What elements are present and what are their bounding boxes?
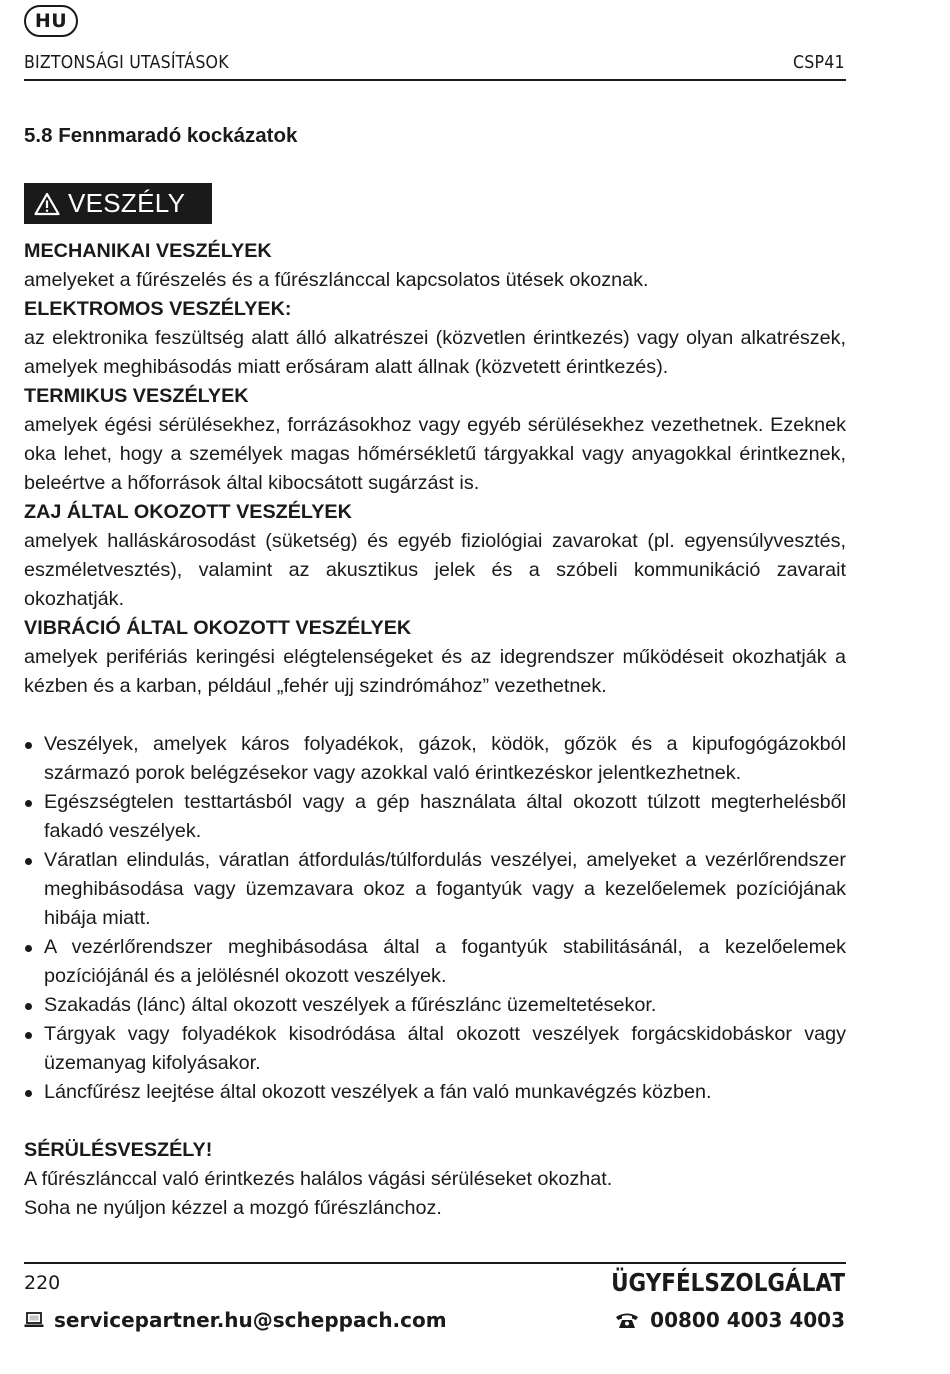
- email-address[interactable]: servicepartner.hu@scheppach.com: [54, 1308, 447, 1332]
- hazard-text-vibration: amelyek perifériás keringési elégtelenségeket és az idegrendszer működéseit okozhatják a kézben és a karban, például „fehér ujj szindrómához” vezethetnek.: [24, 646, 846, 697]
- hazard-heading-noise: ZAJ ÁLTAL OKOZOTT VESZÉLYEK: [24, 501, 352, 523]
- hazard-heading-vibration: VIBRÁCIÓ ÁLTAL OKOZOTT VESZÉLYEK: [24, 617, 412, 639]
- list-item: A vezérlőrendszer meghibásodása által a fogantyúk stabilitásánál, a kezelőelemek pozíciójánál és a jelölésnél okozott veszélyek.: [24, 933, 846, 991]
- hazard-heading-thermal: TERMIKUS VESZÉLYEK: [24, 385, 249, 407]
- list-item: Egészségtelen testtartásból vagy a gép használata által okozott túlzott megterhelésből fakadó veszélyek.: [24, 788, 846, 846]
- document-body: [24, 237, 846, 1223]
- footer-email[interactable]: [24, 1308, 447, 1332]
- phone-number[interactable]: 00800 4003 4003: [650, 1308, 845, 1332]
- list-item: Veszélyek, amelyek káros folyadékok, gázok, ködök, gőzök és a kipufogógázokból származó porok belégzésekor vagy azokkal való érintkezéskor jelentkezhetnek.: [24, 730, 846, 788]
- page-number: 220: [24, 1272, 61, 1294]
- header-section-title: BIZTONSÁGI UTASÍTÁSOK: [24, 52, 229, 73]
- hazard-text-thermal: amelyek égési sérülésekhez, forrázásokhoz vagy egyéb sérülésekhez vezethetnek. Ezeknek oka lehet, hogy a személyek magas hőmérsékletű tárgyakkal vagy anyagokkal érintkeznek, beleértve a hőforrások által kibocsátott sugárzást is.: [24, 414, 846, 494]
- hazard-heading-mechanical: MECHANIKAI VESZÉLYEK: [24, 240, 272, 262]
- danger-label: [24, 183, 212, 224]
- header-model: CSP41: [793, 52, 845, 73]
- hazard-text-noise: amelyek halláskárosodást (süketség) és egyéb fiziológiai zavarokat (pl. egyensúlyvesztés, eszméletvesztés), valamint az akusztikus jelek és a szóbeli kommunikáció zavarait okozhatják.: [24, 530, 846, 610]
- laptop-icon: [24, 1312, 44, 1328]
- list-item: Láncfűrész leejtése által okozott veszélyek a fán való munkavégzés közben.: [24, 1078, 846, 1107]
- hazard-text-electrical: az elektronika feszültség alatt álló alkatrészei (közvetlen érintkezés) vagy olyan alkatrészek, amelyek meghibásodás miatt erősáram alatt állnak (közvetett érintkezés).: [24, 327, 846, 378]
- hazard-text-mechanical: amelyeket a fűrészelés és a fűrészlánccal kapcsolatos ütések okoznak.: [24, 269, 649, 291]
- danger-label-text: VESZÉLY: [68, 188, 186, 218]
- hazard-bullet-list: [24, 730, 846, 1107]
- warning-triangle-icon: [34, 192, 60, 216]
- list-item: Váratlan elindulás, váratlan átfordulás/túlfordulás veszélyei, amelyeket a vezérlőrendszer meghibásodása vagy üzemzavara okoz a fogantyúk vagy a kezelőelemek pozíciójának hibája miatt.: [24, 846, 846, 933]
- injury-heading: SÉRÜLÉSVESZÉLY!: [24, 1139, 213, 1161]
- customer-service-title: ÜGYFÉLSZOLGÁLAT: [611, 1268, 845, 1297]
- language-badge: HU: [24, 5, 78, 37]
- hazard-heading-electrical: ELEKTROMOS VESZÉLYEK:: [24, 298, 292, 320]
- footer-phone[interactable]: [614, 1308, 845, 1332]
- list-item: Tárgyak vagy folyadékok kisodródása által okozott veszélyek forgácskidobáskor vagy üzemanyag kifolyásakor.: [24, 1020, 846, 1078]
- telephone-icon: [614, 1311, 640, 1329]
- section-title: 5.8 Fennmaradó kockázatok: [24, 124, 298, 147]
- injury-text-1: A fűrészlánccal való érintkezés halálos vágási sérüléseket okozhat.: [24, 1168, 613, 1190]
- list-item: Szakadás (lánc) által okozott veszélyek a fűrészlánc üzemeltetésekor.: [24, 991, 846, 1020]
- injury-text-2: Soha ne nyúljon kézzel a mozgó fűrészlánchoz.: [24, 1197, 442, 1219]
- footer-rule: [24, 1262, 846, 1264]
- header-rule: [24, 79, 846, 81]
